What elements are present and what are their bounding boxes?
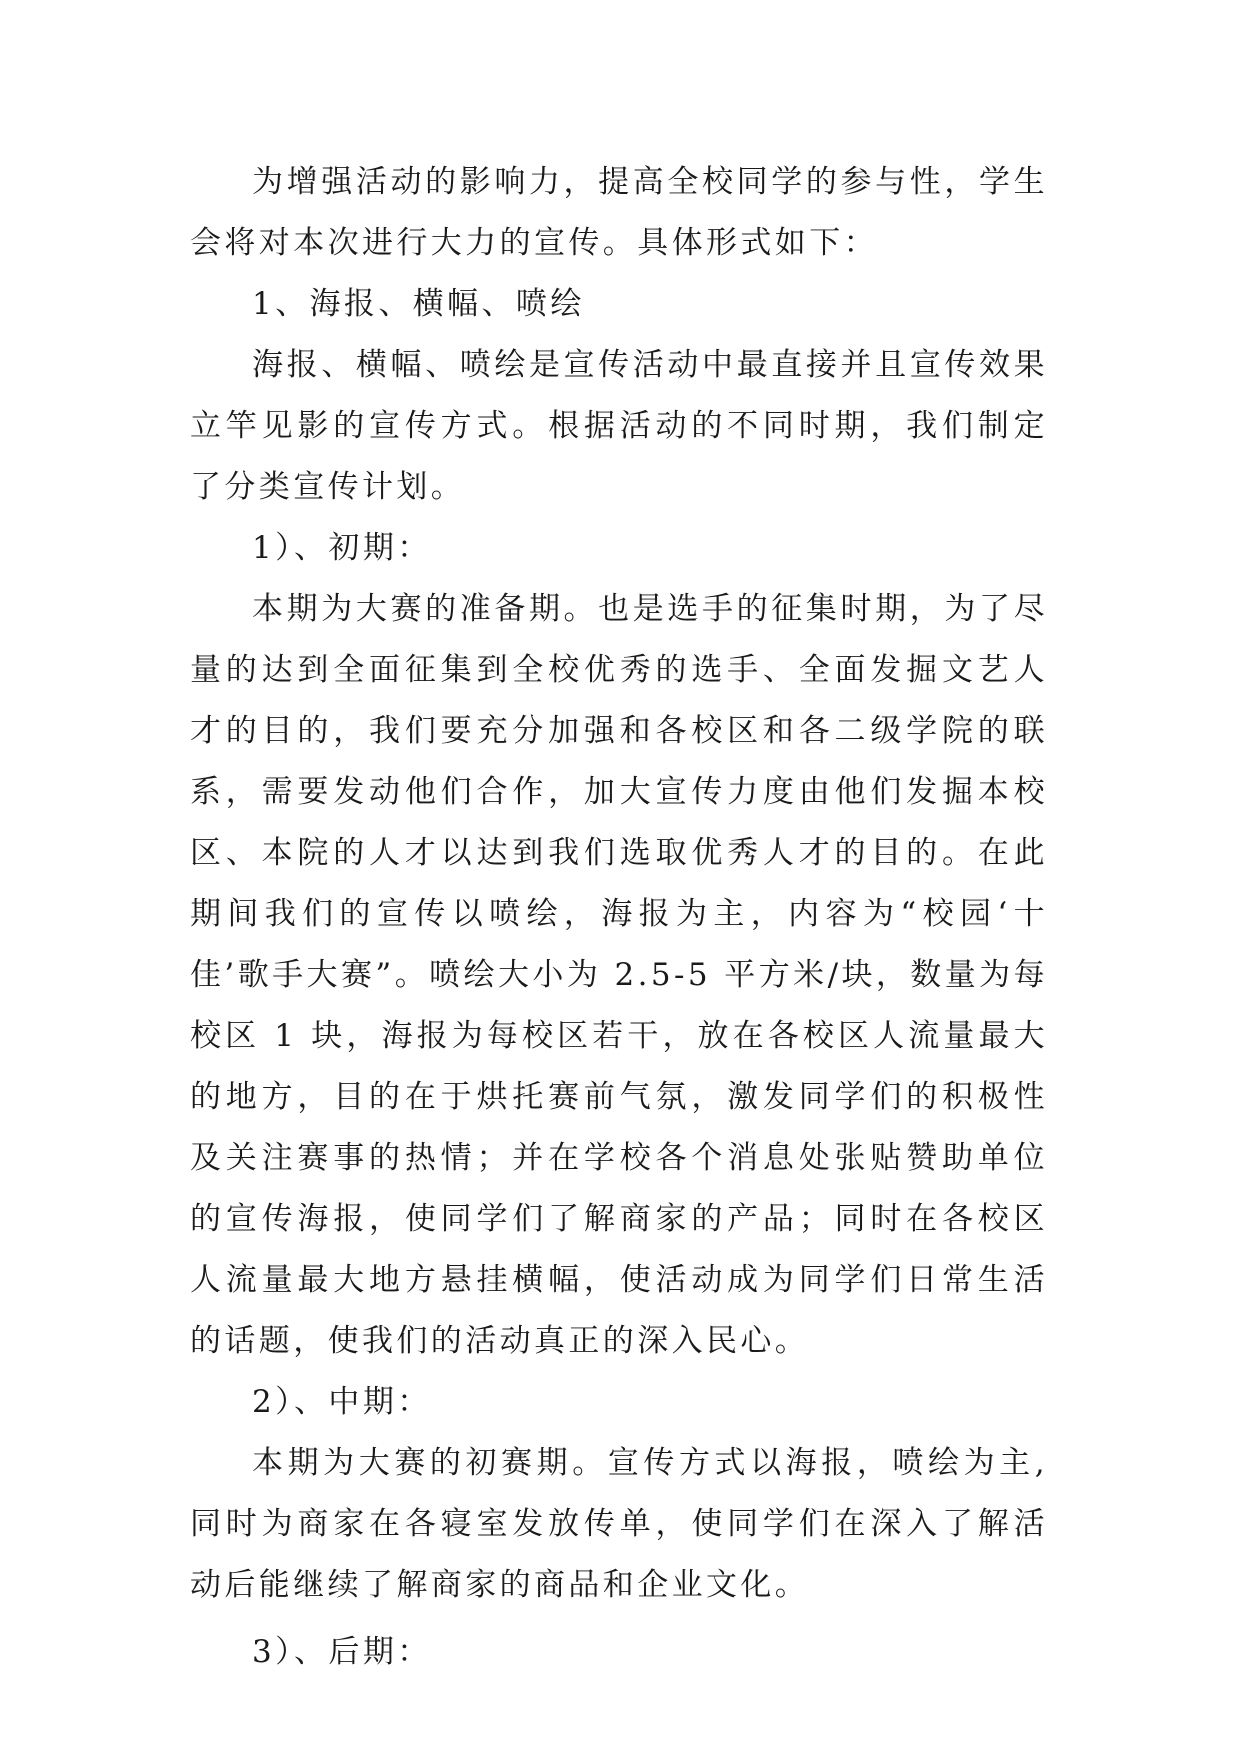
paragraph-middle-phase: 本期为大赛的初赛期。宣传方式以海报，喷绘为主,同时为商家在各寝室发放传单，使同学们在深入了解活动后能继续了解商家的商品和企业文化。 bbox=[190, 1445, 1048, 1603]
heading-late-phase: 3）、后期： bbox=[252, 1634, 432, 1670]
paragraph-early-phase: 本期为大赛的准备期。也是选手的征集时期，为了尽量的达到全面征集到全校优秀的选手、全面发掘文艺人才的目的，我们要充分加强和各校区和各二级学院的联系，需要发动他们合作，加大宣传力度由他们发掘本校区、本院的人才以达到我们选取优秀人才的目的。在此期间我们的宣传以喷绘，海报为主，内容为“校园‘十佳’歌手大赛”。喷绘大小为 2.5-5 平方米/块，数量为每校区 1 块，海报为每校区若干，放在各校区人流量最大的地方，目的在于烘托赛前气氛，激发同学们的积极性及关注赛事的热情；并在学校各个消息处张贴赞助单位的宣传海报，使同学们了解商家的产品；同时在各校区人流量最大地方悬挂横幅，使活动成为同学们日常生活的话题，使我们的活动真正的深入民心。 bbox=[190, 591, 1048, 1359]
document-body bbox=[190, 152, 1048, 1683]
heading-poster-banner-spray: 1、海报、横幅、喷绘 bbox=[252, 286, 585, 322]
heading-middle-phase: 2）、中期： bbox=[252, 1384, 432, 1420]
paragraph-intro: 为增强活动的影响力，提高全校同学的参与性，学生会将对本次进行大力的宣传。具体形式如下： bbox=[190, 164, 1048, 261]
paragraph-poster-overview: 海报、横幅、喷绘是宣传活动中最直接并且宣传效果立竿见影的宣传方式。根据活动的不同时期，我们制定了分类宣传计划。 bbox=[190, 347, 1048, 505]
heading-early-phase: 1）、初期： bbox=[252, 530, 432, 566]
